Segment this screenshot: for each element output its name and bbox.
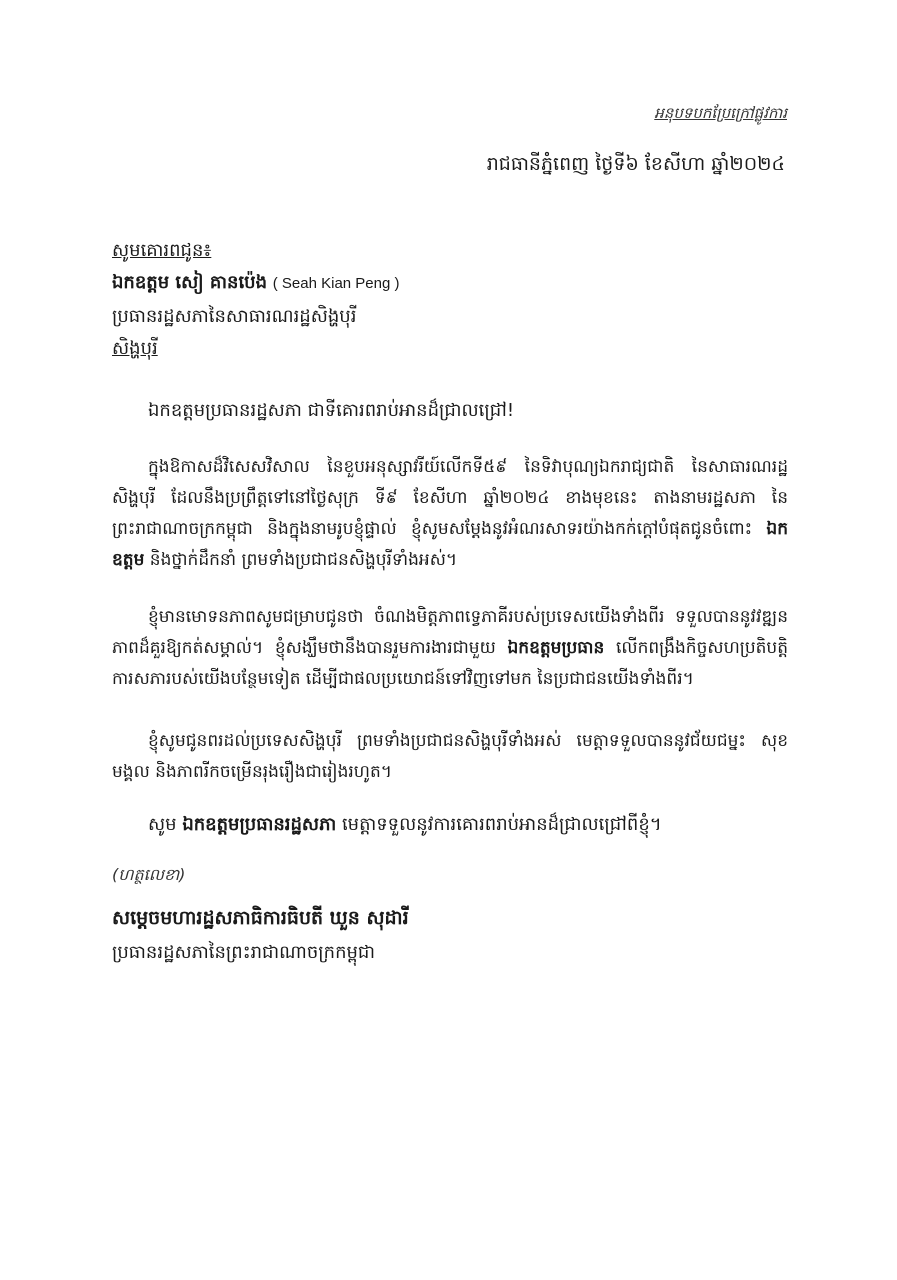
closing-bold: ឯកឧត្តមប្រធានរដ្ឋសភា [182,814,337,835]
closing-end: មេត្តាទទួលនូវការគោរពរាប់អានដ៏ជ្រាលជ្រៅពីខ្ញុំ។ [341,814,662,835]
paragraph-3: ខ្ញុំសូមជូនពរដល់ប្រទេសសិង្ហបុរី ព្រមទាំងប្រជាជនសិង្ហបុរីទាំងអស់ មេត្តាទទួលបាននូវជ័យជម្នះ សុខមង្គល និងភាពរីកចម្រើនរុងរឿងជារៀងរហូត។ [112,731,788,782]
paragraph-2-text: ខ្ញុំមានមោទនភាពសូមជម្រាបជូនថា ចំណងមិត្តភាពទ្វេភាគីរបស់ប្រទេសយើងទាំងពីរ ទទួលបាននូវវឌ្ឍនភាពដ៏គួរឱ្យកត់សម្គាល់។ ខ្ញុំសង្ឃឹមថានឹងបានរួមការងារជាមួយ [112,607,788,658]
recipient-latin-name: ( Seah Kian Peng ) [272,275,400,292]
paragraph-1 [112,452,788,576]
paragraph-1-text: ក្នុងឱកាសដ៏វិសេសវិសាល នៃខួបអនុស្សាវរីយ៍លើកទី៥៩ នៃទិវាបុណ្យឯករាជ្យជាតិ នៃសាធារណរដ្ឋសិង្ហបុរី ដែលនឹងប្រព្រឹត្តទៅនៅថ្ងៃសុក្រ ទី៩ ខែសីហា ឆ្នាំ២០២៤ ខាងមុខនេះ តាងនាមរដ្ឋសភា នៃព្រះរាជាណាចក្រកម្ពុជា និងក្នុងនាមរូបខ្ញុំផ្ទាល់ ខ្ញុំសូមសម្តែងនូវអំណរសាទរយ៉ាងកក់ក្តៅបំផុតជូនចំពោះ [112,457,788,539]
signature-mark: (ហត្ថលេខា) [112,865,186,884]
paragraph-1-end: និងថ្នាក់ដឹកនាំ ព្រមទាំងប្រជាជនសិង្ហបុរីទាំងអស់។ [149,550,458,570]
closing-line [148,812,662,839]
paragraph-2-end: លើកពង្រឹងកិច្ចសហប្រតិបត្តិការសភារបស់យើងបន្ថែមទៀត ដើម្បីជាផលប្រយោជន៍ទៅវិញទៅមក នៃប្រជាជនយើងទាំងពីរ។ [112,638,788,689]
paragraph-2 [112,602,788,695]
recipient-title: ប្រធានរដ្ឋសភានៃសាធារណរដ្ឋសិង្ហបុរី [112,306,357,327]
recipient-place: សិង្ហបុរី [112,338,158,359]
opening-greeting: ឯកឧត្តមប្រធានរដ្ឋសភា ជាទីគោរពរាប់អានដ៏ជ្រាលជ្រៅ! [148,400,515,421]
recipient-name: ឯកឧត្តម សៀ គានប៉េង [112,272,268,293]
paragraph-2-bold: ឯកឧត្តមប្រធាន [507,638,605,658]
closing-start: សូម [148,814,177,835]
date-line: រាជធានីភ្នំពេញ ថ្ងៃទី៦ ខែសីហា ឆ្នាំ២០២៤ [486,153,785,175]
signer-title: ប្រធានរដ្ឋសភានៃព្រះរាជាណាចក្រកម្ពុជា [112,942,376,963]
recipient-line [112,270,400,297]
salutation: សូមគោរពជូន៖ [112,240,212,261]
paragraph-1-bold: ឯកឧត្តម [112,519,788,570]
translation-note: អនុបទបកប្រែក្រៅផ្លូវការ [654,104,787,122]
signer-name: សម្តេចមហារដ្ឋសភាធិការធិបតី ឃួន សុដារី [112,907,409,929]
